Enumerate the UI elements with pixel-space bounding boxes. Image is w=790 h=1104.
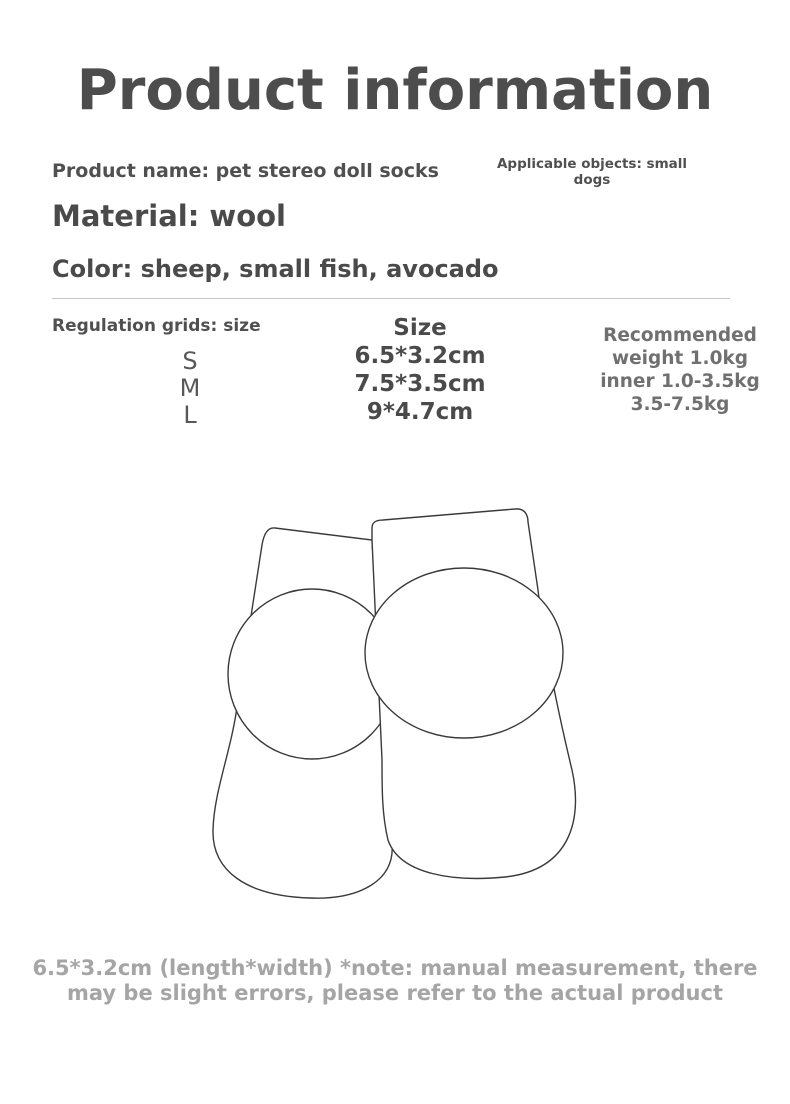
size-dimension-m: 7.5*3.5cm [354, 371, 486, 397]
divider [52, 298, 730, 299]
color-options: Color: sheep, small fish, avocado [52, 255, 499, 283]
size-column [320, 314, 520, 426]
regulation-grids-label: Regulation grids: size [52, 316, 261, 336]
size-dimension-s: 6.5*3.2cm [354, 343, 486, 369]
size-header: Size [393, 315, 447, 341]
recommended-line-1: Recommended [603, 325, 757, 346]
recommended-line-3: inner 1.0-3.5kg [600, 371, 760, 392]
material: Material: wool [52, 199, 286, 233]
size-letters [165, 348, 215, 429]
sock-outline-illustration [200, 500, 590, 910]
size-dimension-l: 9*4.7cm [366, 399, 474, 425]
recommended-line-2: weight 1.0kg [612, 348, 748, 369]
size-letter-s: S [182, 347, 198, 375]
recommended-weight [590, 324, 770, 416]
size-letter-l: L [183, 401, 197, 429]
product-name: Product name: pet stereo doll socks [52, 160, 439, 182]
applicable-objects: Applicable objects: small dogs [496, 156, 688, 188]
sock-front-pad [365, 568, 563, 738]
measurement-note: 6.5*3.2cm (length*width) *note: manual measurement, there may be slight errors, please refer to the actual product [32, 956, 758, 1005]
page-title: Product information [76, 58, 714, 123]
size-letter-m: M [179, 374, 201, 402]
recommended-line-4: 3.5-7.5kg [630, 394, 730, 415]
